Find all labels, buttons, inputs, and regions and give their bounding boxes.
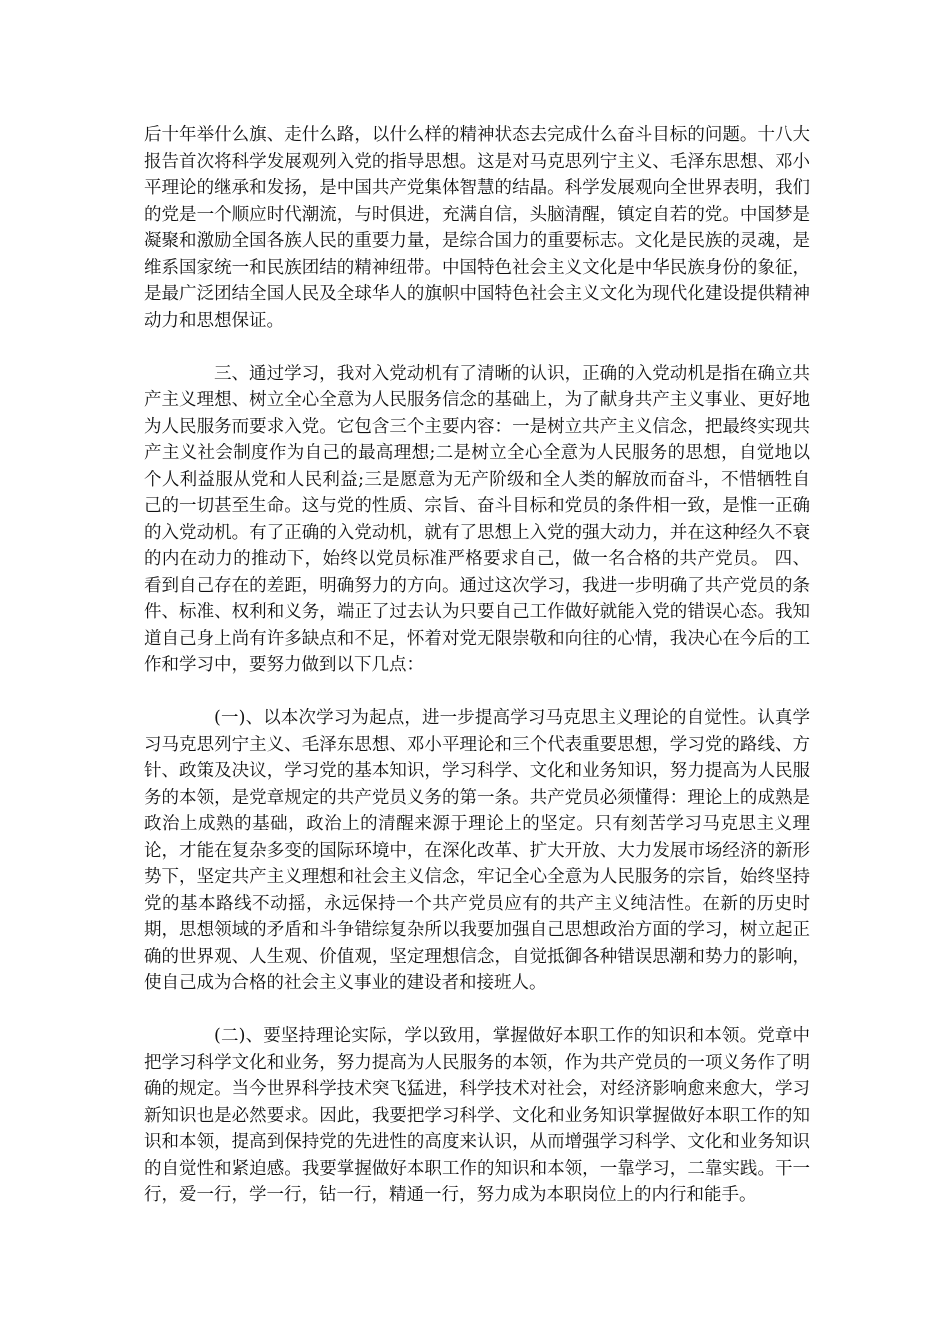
paragraph-point-two: (二)、要坚持理论实际，学以致用，掌握做好本职工作的知识和本领。党章中把学习科学文化和业务，努力提高为人民服务的本领，作为共产党员的一项义务作了明确的规定。当今世界科学技术突飞猛进，科学技术对社会，对经济影响愈来愈大，学习新知识也是必然要求。因此，我要把学习科学、文化和业务知识掌握做好本职工作的知识和本领，提高到保持党的先进性的高度来认识，从而增强学习科学、文化和业务知识的自觉性和紧迫感。我要掌握做好本职工作的知识和本领，一靠学习，二靠实践。干一行，爱一行，学一行，钻一行，精通一行，努力成为本职岗位上的内行和能手。 (144, 1026, 810, 1205)
document-body (144, 122, 810, 1209)
paragraph-point-one: (一)、以本次学习为起点，进一步提高学习马克思主义理论的自觉性。认真学习马克思列宁主义、毛泽东思想、邓小平理论和三个代表重要思想，学习党的路线、方针、政策及决议，学习党的基本知识，学习科学、文化和业务知识，努力提高为人民服务的本领，是党章规定的共产党员义务的第一条。共产党员必须懂得：理论上的成熟是政治上成熟的基础，政治上的清醒来源于理论上的坚定。只有刻苦学习马克思主义理论，才能在复杂多变的国际环境中，在深化改革、扩大开放、大力发展市场经济的新形势下，坚定共产主义理想和社会主义信念，牢记全心全意为人民服务的宗旨，始终坚持党的基本路线不动摇，永远保持一个共产党员应有的共产主义纯洁性。在新的历史时期，思想领域的矛盾和斗争错综复杂所以我要加强自己思想政治方面的学习，树立起正确的世界观、人生观、价值观，坚定理想信念，自觉抵御各种错误思潮和势力的影响，使自己成为合格的社会主义事业的建设者和接班人。 (144, 708, 810, 993)
paragraph-section-three: 三、通过学习，我对入党动机有了清晰的认识，正确的入党动机是指在确立共产主义理想、树立全心全意为人民服务信念的基础上，为了献身共产主义事业、更好地为人民服务而要求入党。它包含三个主要内容：一是树立共产主义信念，把最终实现共产主义社会制度作为自己的最高理想;二是树立全心全意为人民服务的思想，自觉地以个人利益服从党和人民利益;三是愿意为无产阶级和全人类的解放而奋斗，不惜牺牲自己的一切甚至生命。这与党的性质、宗旨、奋斗目标和党员的条件相一致，是惟一正确的入党动机。有了正确的入党动机，就有了思想上入党的强大动力，并在这种经久不衰的内在动力的推动下，始终以党员标准严格要求自己，做一名合格的共产党员。 四、看到自己存在的差距，明确努力的方向。通过这次学习，我进一步明确了共产党员的条件、标准、权利和义务，端正了过去认为只要自己工作做好就能入党的错误心态。我知道自己身上尚有许多缺点和不足，怀着对党无限崇敬和向往的心情，我决心在今后的工作和学习中，要努力做到以下几点： (144, 363, 810, 675)
paragraph-continued-intro: 后十年举什么旗、走什么路，以什么样的精神状态去完成什么奋斗目标的问题。十八大报告首次将科学发展观列入党的指导思想。这是对马克思列宁主义、毛泽东思想、邓小平理论的继承和发扬，是中国共产党集体智慧的结晶。科学发展观向全世界表明，我们的党是一个顺应时代潮流，与时俱进，充满自信，头脑清醒，镇定自若的党。中国梦是凝聚和激励全国各族人民的重要力量，是综合国力的重要标志。文化是民族的灵魂，是维系国家统一和民族团结的精神纽带。中国特色社会主义文化是中华民族身份的象征，是最广泛团结全国人民及全球华人的旗帜中国特色社会主义文化为现代化建设提供精神动力和思想保证。 (144, 125, 810, 331)
